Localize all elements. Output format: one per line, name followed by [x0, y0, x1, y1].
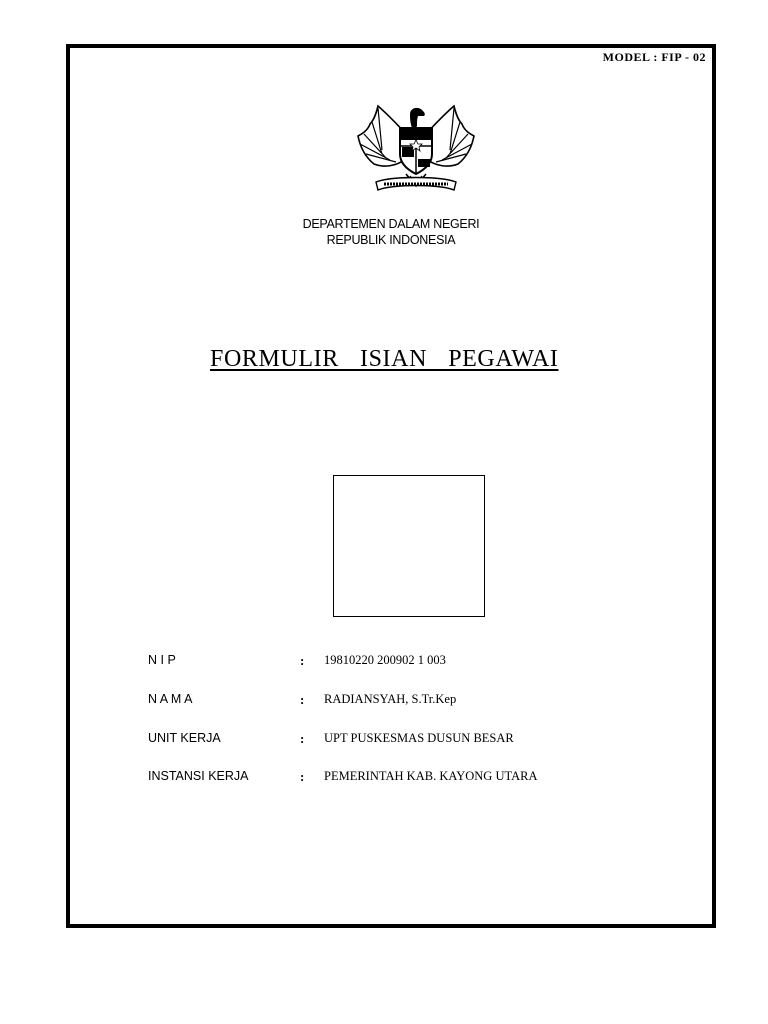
field-colon: : — [300, 692, 305, 707]
field-label: UNIT KERJA — [148, 731, 221, 745]
garuda-emblem-icon — [352, 100, 480, 196]
field-value: PEMERINTAH KAB. KAYONG UTARA — [324, 769, 538, 783]
document-border — [66, 44, 716, 928]
field-value: UPT PUSKESMAS DUSUN BESAR — [324, 731, 514, 745]
field-label: N I P — [148, 653, 176, 667]
country-name: REPUBLIK INDONESIA — [326, 233, 456, 247]
field-colon: : — [300, 731, 305, 746]
field-value: 19810220 200902 1 003 — [324, 653, 446, 667]
form-title: FORMULIR ISIAN PEGAWAI — [210, 346, 559, 372]
field-colon: : — [300, 769, 305, 784]
field-label: INSTANSI KERJA — [148, 769, 249, 783]
field-nama — [148, 692, 708, 710]
field-label: N A M A — [148, 692, 193, 706]
field-unit-kerja — [148, 731, 708, 749]
field-value: RADIANSYAH, S.Tr.Kep — [324, 692, 457, 706]
photo-placeholder — [333, 475, 485, 617]
model-code: MODEL : FIP - 02 — [602, 50, 706, 64]
field-colon: : — [300, 653, 305, 668]
field-instansi-kerja — [148, 769, 708, 787]
field-nip — [148, 653, 708, 671]
department-name: DEPARTEMEN DALAM NEGERI — [302, 217, 480, 231]
